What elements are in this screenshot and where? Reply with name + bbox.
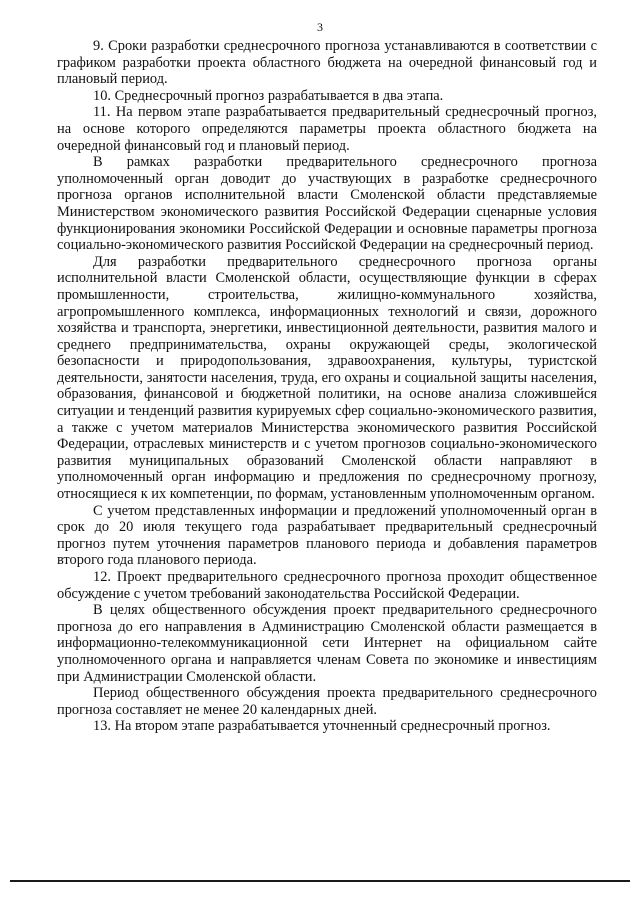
page-number: 3 bbox=[317, 20, 323, 34]
paragraph-scenario-conditions: В рамках разработки предварительного среднесрочного прогноза уполномоченный орган доводит до участвующих в разработке среднесрочного прогноза органов исполнительной власти Смоленской области представляемые Министерством экономического развития Российской Федерации сценарные условия функционирования экономики Российской Федерации и основные параметры прогноза социально-экономического развития Российской Федерации на среднесрочный период. bbox=[57, 154, 597, 254]
paragraph-item-12: 12. Проект предварительного среднесрочного прогноза проходит общественное обсуждение с учетом требований законодательства Российской Федерации. bbox=[57, 569, 597, 602]
paragraph-discussion-period: Период общественного обсуждения проекта предварительного среднесрочного прогноза составляет не менее 20 календарных дней. bbox=[57, 685, 597, 718]
paragraph-item-9: 9. Сроки разработки среднесрочного прогноза устанавливаются в соответствии с графиком разработки проекта областного бюджета на очередной финансовый год и плановый период. bbox=[57, 38, 597, 88]
paragraph-item-13: 13. На втором этапе разрабатывается уточненный среднесрочный прогноз. bbox=[93, 718, 551, 735]
document-body bbox=[57, 38, 597, 735]
paragraph-executive-bodies: Для разработки предварительного среднесрочного прогноза органы исполнительной власти Смоленской области, осуществляющие функции в сферах промышленности, строительства, жилищно-коммунального хозяйства, агропромышленного комплекса, информационных технологий и связи, дорожного хозяйства и транспорта, энергетики, инвестиционной деятельности, развития малого и среднего предпринимательства, охраны окружающей среды, экологической безопасности и природопользования, здравоохранения, культуры, туристской деятельности, занятости населения, труда, его охраны и социальной защиты населения, образования, финансовой и бюджетной политики, на основе анализа сложившейся ситуации и тенденций развития курируемых сфер социально-экономического развития, а также с учетом материалов Министерства экономического развития Российской Федерации, отраслевых министерств и с учетом прогнозов социально-экономического развития муниципальных образований Смоленской области направляют в уполномоченный орган информацию и предложения по среднесрочному прогнозу, относящиеся к их компетенции, по формам, установленным уполномоченным органом. bbox=[57, 253, 597, 503]
paragraph-public-discussion: В целях общественного обсуждения проект предварительного среднесрочного прогноза до его направления в Администрацию Смоленской области размещается в информационно-телекоммуникационной сети Интернет на официальном сайте уполномоченного органа и направляется членам Совета по экономике и инвестициям при Администрации Смоленской области. bbox=[57, 602, 597, 685]
paragraph-july-deadline: С учетом представленных информации и предложений уполномоченный орган в срок до 20 июля текущего года разрабатывает предварительный среднесрочный прогноз путем уточнения параметров планового периода и добавления параметров второго года планового периода. bbox=[57, 502, 597, 569]
paragraph-item-10: 10. Среднесрочный прогноз разрабатывается в два этапа. bbox=[93, 87, 444, 104]
bottom-rule bbox=[10, 880, 630, 882]
paragraph-item-11: 11. На первом этапе разрабатывается предварительный среднесрочный прогноз, на основе которого определяются параметры проекта областного бюджета на очередной финансовый год и плановый период. bbox=[57, 104, 597, 154]
